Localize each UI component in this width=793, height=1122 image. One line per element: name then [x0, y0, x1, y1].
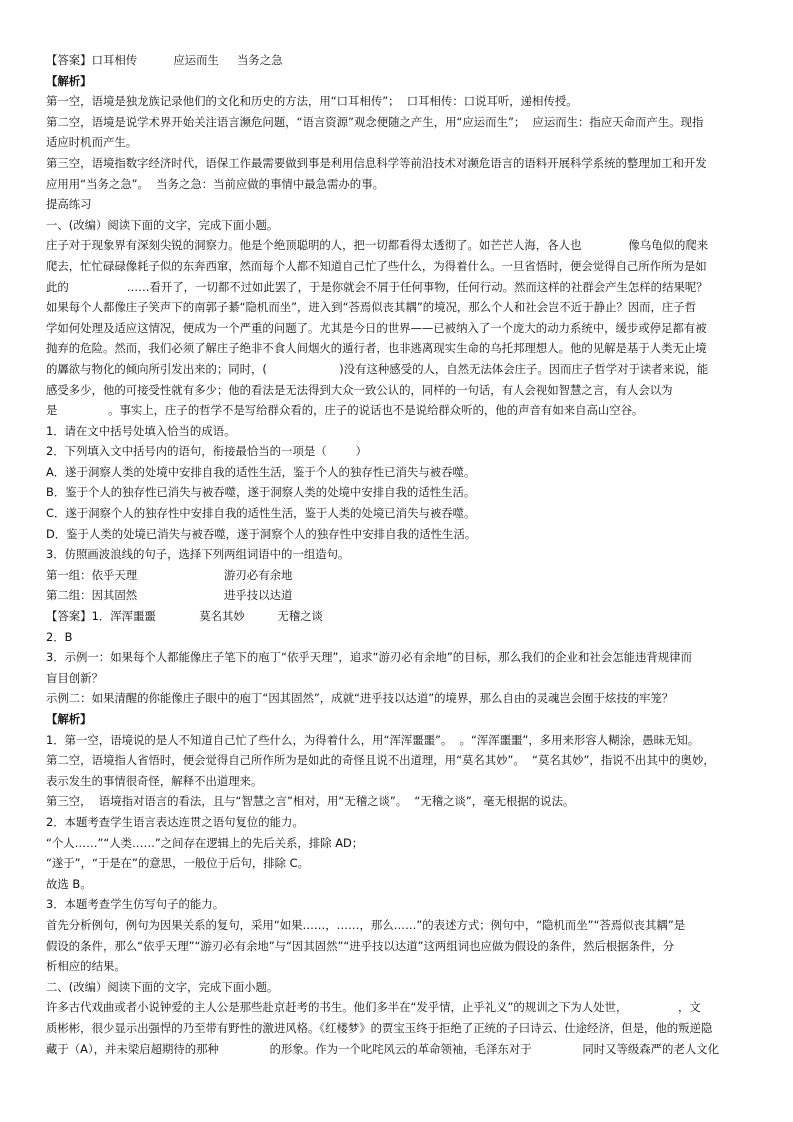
text-line: 示例二：如果清醒的你能像庄子眼中的庖丁“因其固然”，成就“进乎技以达道”的境界，那么自由的灵魂岂会囿于炫技的牢笼？	[46, 691, 674, 706]
text-line: 一、(改编）阅读下面的文字，完成下面小题。	[46, 217, 279, 232]
text-line: 2．下列填入文中括号内的语句，衔接最恰当的一项是（ ）	[46, 444, 367, 459]
text-line: 应用用“当务之急”。 当务之急：当前应做的事情中最急需办的事。	[46, 176, 384, 191]
document-body	[46, 50, 748, 1059]
text-line: 第一组：依乎天理 游刃必有余地	[46, 567, 293, 582]
text-line: 二、(改编）阅读下面的文字，完成下面小题。	[46, 979, 279, 994]
text-line: 3．本题考查学生仿写句子的能力。	[46, 897, 225, 912]
text-line: 第三空， 语境指对语言的看法，且与“智慧之言”相对，用“无稽之谈”。 “无稽之谈”，毫无根据的说法。	[46, 794, 575, 809]
text-line: 此的 ……看开了，一切都不过如此罢了，于是你就会不屑于任何事物，任何行动。然而这样的社群会产生怎样的结果呢？	[46, 279, 708, 294]
text-line: A．遂于洞察人类的处境中安排自我的适性生活，鉴于个人的独存性已消失与被吞噬。	[46, 464, 476, 479]
text-line: 庄子对于现象界有深刻尖锐的洞察力。他是个绝顶聪明的人，把一切都看得太透彻了。如芒芒人海，各人也 像乌龟似的爬来	[46, 238, 709, 253]
text-line: 1．第一空，语境说的是人不知道自己忙了些什么，为得着什么，用“浑浑噩噩”。 。“浑浑噩噩”，多用来形容人糊涂，愚昧无知。	[46, 732, 700, 747]
text-line: 第三空，语境指数字经济时代，语保工作最需要做到事是利用信息科学等前沿技术对濒危语言的语料开展科学系统的整理加工和开发	[46, 155, 707, 170]
text-line: 盲目创新？	[46, 670, 103, 685]
text-line: 第二空，语境是说学术界开始关注语言濒危问题，“语言资源”观念便随之产生，用“应运而生”； 应运而生：指应天命而产生。现指	[46, 114, 704, 129]
text-line: 2．B	[46, 629, 73, 644]
text-line: 如果每个人都像庄子笑声下的南郭子綦“隐机而坐”，进入到“荅焉似丧其耦”的境况，那么个人和社会岂不近于静止？因而，庄子哲	[46, 300, 697, 315]
text-line: 第二组：因其固然 进乎技以达道	[46, 588, 293, 603]
text-line: 析相应的结果。	[46, 959, 126, 974]
text-line: 【答案】1．浑浑噩噩 莫名其妙 无稽之谈	[46, 609, 323, 624]
text-line: 【答案】口耳相传 应运而生 当务之急	[46, 53, 283, 67]
text-line: 第一空，语境是独龙族记录他们的文化和历史的方法，用“口耳相传”； 口耳相传：口说耳听，递相传授。	[46, 94, 578, 109]
text-line: 故选 B。	[46, 876, 92, 891]
text-line: 藏于（A），并未梁启超期待的那种 的形象。作为一个叱咤风云的革命领袖，毛泽东对于 同时又等级森严的老人文化	[46, 1041, 720, 1056]
text-line: 抛弃的危险。然而，我们必须了解庄子绝非不食人间烟火的遁行者，也非逃离现实生命的乌托邦理想人。他的见解是基于人类无止境	[46, 341, 707, 356]
text-line: 学如何处理及适应这情况，便成为一个严重的问题了。尤其是今日的世界——已被纳入了一个庞大的动力系统中，缓步或停足都有被	[46, 320, 707, 335]
text-line: “遂于”，“于是在”的意思，一般位于后句，排除 C。	[46, 856, 309, 871]
text-line: 3．仿照画波浪线的句子，选择下列两组词语中的一组造句。	[46, 547, 350, 562]
text-line: 质彬彬，很少显示出强悍的乃至带有野性的激进风格。《红楼梦》的贾宝玉终于拒绝了正统的子曰诗云、仕途经济，但是，他的叛逆隐	[46, 1020, 713, 1035]
text-line: 爬去，忙忙碌碌像耗子似的东奔西窜，然而每个人都不知道自己忙了些什么，为得着什么。一旦省悟时，便会觉得自己所作所为是如	[46, 258, 707, 273]
text-line: 许多古代戏曲或者小说钟爱的主人公是那些赴京赶考的书生。他们多半在“发乎情，止乎礼义”的规训之下为人处世， ，文	[46, 1000, 701, 1015]
text-line: D．鉴于人类的处境已消失与被吞噬，遂于洞察个人的独存性中安排自我的适性生活。	[46, 526, 477, 541]
text-line: 第二空，语境指人省悟时，便会觉得自己所作所为是如此的奇怪且说不出道理，用“莫名其妙”。 “莫名其妙”，指说不出其中的奥妙，	[46, 753, 715, 768]
text-line: 提高练习	[46, 197, 92, 212]
text-line: 【解析】	[46, 73, 92, 88]
text-line: 1．请在文中括号处填入恰当的成语。	[46, 423, 236, 438]
text-line: 是 。事实上，庄子的哲学不是写给群众看的，庄子的说话也不是说给群众听的，他的声音有如来自高山空谷。	[46, 403, 644, 418]
text-line: B．鉴于个人的独存性已消失与被吞噬，遂于洞察人类的处境中安排自我的适性生活。	[46, 485, 476, 500]
text-line: 3．示例一：如果每个人都能像庄子笔下的庖丁“依乎天理”，追求“游刃必有余地”的目标，那么我们的企业和社会怎能违背规律而	[46, 650, 692, 665]
text-line: 首先分析例句，例句为因果关系的复句，采用“如果……，……，那么……”的表述方式；例句中，“隐机而坐”“荅焉似丧其耦”是	[46, 917, 686, 932]
text-line: 的羼欲与物化的倾向所引发出来的；同时，( )没有这种感受的人，自然无法体会庄子。因而庄子哲学对于读者来说，能	[46, 361, 709, 376]
text-line: 2．本题考查学生语言表达连贯之语句复位的能力。	[46, 814, 304, 829]
text-line: 适应时机而产生。	[46, 135, 138, 150]
text-line: 【解析】	[46, 712, 92, 726]
text-line: C．遂于洞察个人的独存性中安排自我的适性生活，鉴于人类的处境已消失与被吞噬。	[46, 506, 476, 521]
text-line: “个人……”“人类……”之间存在逻辑上的先后关系，排除 AD；	[46, 835, 364, 850]
text-line: 表示发生的事情很奇怪，解释不出道理来。	[46, 773, 263, 788]
text-line: 感受多少，他的可接受性就有多少；他的看法是无法得到大众一致公认的，同样的一句话，有人会视如智慧之言，有人会以为	[46, 382, 673, 397]
text-line: 假设的条件，那么“依乎天理”“游刃必有余地”与“因其固然”“进乎技以达道”这两组词也应做为假设的条件，然后根据条件，分	[46, 938, 675, 953]
